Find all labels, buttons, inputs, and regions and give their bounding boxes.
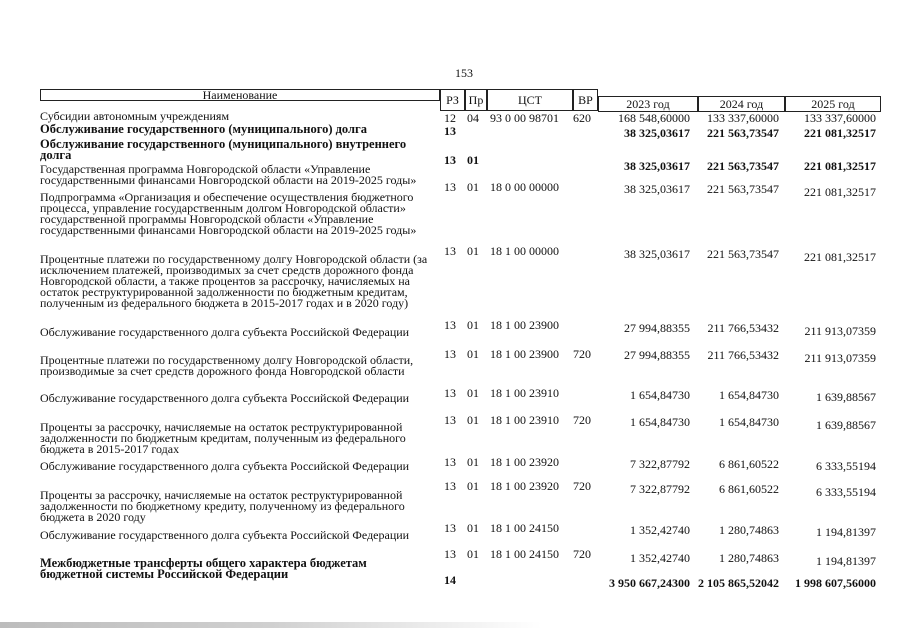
row-2023: 168 548,60000 <box>618 111 690 125</box>
row-cst: 18 1 00 24150 <box>490 521 559 535</box>
row-cst: 18 1 00 23910 <box>490 413 559 427</box>
row-2025: 6 333,55194 <box>816 459 876 473</box>
row-name: Обслуживание государственного долга субъекта Российской Федерации <box>40 459 410 473</box>
row-2025: 133 337,60000 <box>804 111 876 125</box>
header-2023: 2023 год <box>598 96 698 112</box>
row-2023: 38 325,03617 <box>624 182 690 196</box>
row-pr: 01 <box>467 547 479 561</box>
row-rz: 14 <box>444 573 456 587</box>
row-rz: 13 <box>444 318 456 332</box>
row-2023: 38 325,03617 <box>624 126 690 140</box>
row-rz: 13 <box>444 413 456 427</box>
row-name: Обслуживание государственного долга субъекта Российской Федерации <box>40 528 410 542</box>
row-name: Обслуживание государственного долга субъекта Российской Федерации <box>40 391 410 405</box>
row-name: Государственная программа Новгородской области «Управление государственными финансами Новгородской области на 2019-2025 годы» <box>40 162 417 187</box>
row-name: Обслуживание государственного (муниципального) долга <box>40 122 367 136</box>
row-cst: 18 1 00 23900 <box>490 347 559 361</box>
row-rz: 13 <box>444 547 456 561</box>
row-rz: 13 <box>444 153 456 167</box>
row-rz: 13 <box>444 479 456 493</box>
row-rz: 13 <box>444 386 456 400</box>
row-vr: 720 <box>573 479 591 493</box>
row-2023: 1 654,84730 <box>630 388 690 402</box>
row-vr: 720 <box>573 413 591 427</box>
row-pr: 01 <box>467 244 479 258</box>
row-cst: 18 1 00 24150 <box>490 547 559 561</box>
row-name: Субсидии автономным учреждениям <box>40 109 230 123</box>
row-cst: 18 1 00 23900 <box>490 318 559 332</box>
row-2025: 221 081,32517 <box>804 159 876 173</box>
header-2024: 2024 год <box>698 96 785 112</box>
row-cst: 18 1 00 23920 <box>490 455 559 469</box>
row-2024: 1 280,74863 <box>719 523 779 537</box>
row-2025: 1 194,81397 <box>816 525 876 539</box>
row-name: Обслуживание государственного долга субъекта Российской Федерации <box>40 325 410 339</box>
page-bottom-edge <box>0 622 903 628</box>
row-2025: 211 913,07359 <box>804 324 876 338</box>
row-2023: 27 994,88355 <box>624 348 690 362</box>
row-2024: 221 563,73547 <box>707 247 779 261</box>
row-pr: 01 <box>467 347 479 361</box>
row-pr: 01 <box>467 153 479 167</box>
row-2024: 221 563,73547 <box>707 159 779 173</box>
row-2024: 2 105 865,52042 <box>698 576 779 590</box>
row-rz: 13 <box>444 455 456 469</box>
row-2025: 6 333,55194 <box>816 485 876 499</box>
row-name: Процентные платежи по государственному долгу Новгородской области (за исключением платежей, производимых за счет средств дорожного фонда Новгородской области, а также процентов за рассрочку, начисляемых на остаток реструктурированной задолженности по бюджетным кредитам, полученным из федерального бюджета в 2015-2017 годах и в 2020 году) <box>40 252 428 310</box>
row-pr: 04 <box>467 111 479 125</box>
row-2025: 1 639,88567 <box>816 390 876 404</box>
row-2025: 1 639,88567 <box>816 418 876 432</box>
row-rz: 13 <box>444 124 456 138</box>
row-2023: 7 322,87792 <box>630 457 690 471</box>
row-2024: 1 654,84730 <box>719 388 779 402</box>
row-name: Процентные платежи по государственному долгу Новгородской области, производимые за счет средств дорожного фонда Новгородской области <box>40 353 414 378</box>
row-2023: 38 325,03617 <box>624 159 690 173</box>
row-rz: 13 <box>444 521 456 535</box>
row-rz: 12 <box>444 111 456 125</box>
header-pr: Пр <box>465 89 487 111</box>
row-2024: 133 337,60000 <box>707 111 779 125</box>
row-2024: 1 280,74863 <box>719 551 779 565</box>
row-pr: 01 <box>467 479 479 493</box>
header-2025: 2025 год <box>785 96 881 112</box>
header-name: Наименование <box>40 89 440 101</box>
row-2025: 1 194,81397 <box>816 554 876 568</box>
row-vr: 720 <box>573 347 591 361</box>
row-2023: 1 352,42740 <box>630 523 690 537</box>
row-vr: 620 <box>573 111 591 125</box>
row-pr: 01 <box>467 455 479 469</box>
row-rz: 13 <box>444 347 456 361</box>
row-2025: 211 913,07359 <box>804 351 876 365</box>
row-rz: 13 <box>444 180 456 194</box>
row-name: Межбюджетные трансферты общего характера бюджетам бюджетной системы Российской Федерации <box>40 556 367 581</box>
header-cst: ЦСТ <box>487 89 573 111</box>
row-name: Обслуживание государственного (муниципального) внутреннего долга <box>40 137 407 162</box>
row-2024: 1 654,84730 <box>719 415 779 429</box>
row-2025: 221 081,32517 <box>804 185 876 199</box>
row-2024: 211 766,53432 <box>707 321 779 335</box>
row-pr: 01 <box>467 521 479 535</box>
page-number: 153 <box>455 66 473 80</box>
row-cst: 18 0 00 00000 <box>490 180 559 194</box>
row-2025: 221 081,32517 <box>804 250 876 264</box>
row-2023: 38 325,03617 <box>624 247 690 261</box>
row-cst: 18 1 00 23920 <box>490 479 559 493</box>
row-2024: 6 861,60522 <box>719 457 779 471</box>
row-name: Подпрограмма «Организация и обеспечение осуществления бюджетного процесса, управление государственным долгом Новгородской области» государственной программы Новгородской области «Управление государственными финансами Новгородской области на 2019-2025 годы» <box>40 190 417 237</box>
row-2024: 221 563,73547 <box>707 126 779 140</box>
row-pr: 01 <box>467 413 479 427</box>
row-cst: 93 0 00 98701 <box>490 111 559 125</box>
row-cst: 18 1 00 23910 <box>490 386 559 400</box>
row-2023: 27 994,88355 <box>624 321 690 335</box>
row-2023: 3 950 667,24300 <box>609 576 690 590</box>
row-2024: 6 861,60522 <box>719 482 779 496</box>
row-2024: 221 563,73547 <box>707 182 779 196</box>
header-vr: ВР <box>573 89 598 111</box>
header-rz: РЗ <box>440 89 465 111</box>
row-2024: 211 766,53432 <box>707 348 779 362</box>
row-rz: 13 <box>444 244 456 258</box>
row-vr: 720 <box>573 547 591 561</box>
row-2023: 7 322,87792 <box>630 482 690 496</box>
row-pr: 01 <box>467 318 479 332</box>
row-2023: 1 352,42740 <box>630 551 690 565</box>
row-name: Проценты за рассрочку, начисляемые на остаток реструктурированной задолженности по бюджетному кредиту, полученному из федерального бюджета в 2020 году <box>40 488 405 524</box>
row-cst: 18 1 00 00000 <box>490 244 559 258</box>
row-2023: 1 654,84730 <box>630 415 690 429</box>
row-2025: 221 081,32517 <box>804 126 876 140</box>
row-pr: 01 <box>467 386 479 400</box>
row-pr: 01 <box>467 180 479 194</box>
row-2025: 1 998 607,56000 <box>795 576 876 590</box>
row-name: Проценты за рассрочку, начисляемые на остаток реструктурированной задолженности по бюджетным кредитам, полученным из федерального бюджета в 2015-2017 годах <box>40 420 406 456</box>
